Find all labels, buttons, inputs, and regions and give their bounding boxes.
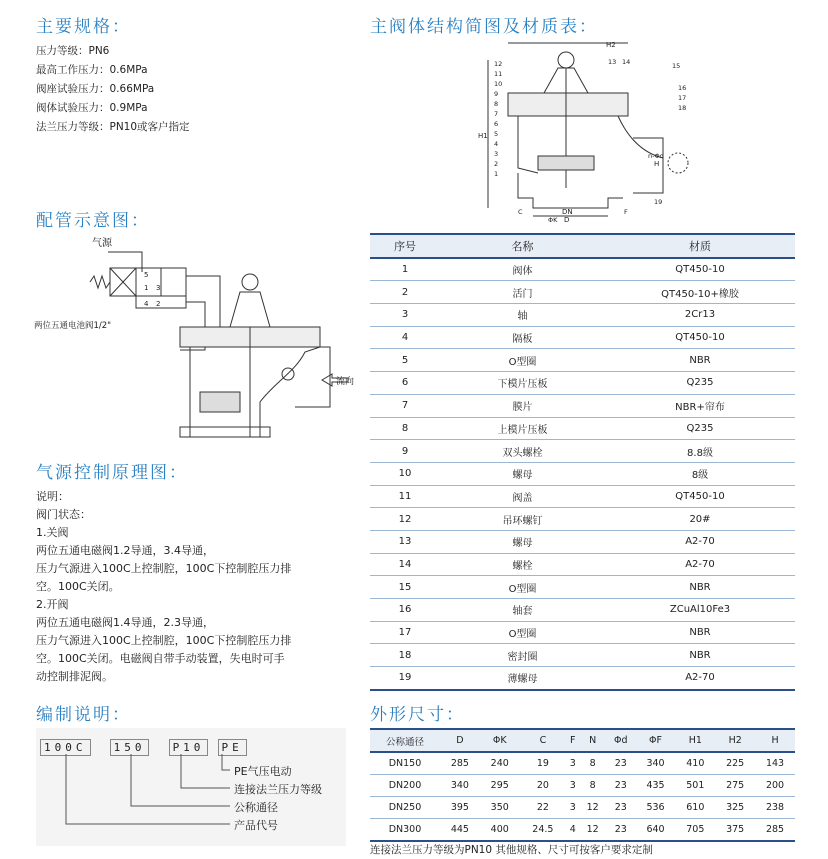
port-label: 3 xyxy=(156,284,161,292)
col-header: H1 xyxy=(675,729,715,752)
table-row xyxy=(370,797,795,819)
cell-name: 膜片 xyxy=(440,394,605,417)
callout: 11 xyxy=(494,70,503,78)
spec-item: 压力等级：PN6 xyxy=(36,45,110,57)
col-header-name: 名称 xyxy=(440,234,605,258)
control-line: 动控制排泥阀。 xyxy=(36,670,113,683)
dimensions-header-row xyxy=(370,729,795,752)
cell-material: Q235 xyxy=(605,417,795,440)
table-cell: 340 xyxy=(636,752,676,775)
cell-name: 螺栓 xyxy=(440,553,605,576)
control-line: 空。100C关闭。 xyxy=(36,580,120,593)
dim-label: F xyxy=(624,208,628,216)
cell-name: 轴 xyxy=(440,304,605,327)
callout: 12 xyxy=(494,60,503,68)
table-cell: DN300 xyxy=(370,819,440,842)
table-row xyxy=(370,372,795,395)
cell-name: 下模片压板 xyxy=(440,372,605,395)
table-row xyxy=(370,304,795,327)
materials-table xyxy=(370,233,795,691)
cell-material: 8级 xyxy=(605,462,795,485)
table-cell: 705 xyxy=(675,819,715,842)
cell-no: 16 xyxy=(370,599,440,622)
dim-label: ΦK xyxy=(548,216,558,223)
table-row xyxy=(370,394,795,417)
table-cell: 285 xyxy=(755,819,795,842)
table-cell: 23 xyxy=(606,797,636,819)
cell-material: ZCuAl10Fe3 xyxy=(605,599,795,622)
table-cell: 8 xyxy=(579,775,606,797)
col-header: H xyxy=(755,729,795,752)
table-row xyxy=(370,281,795,304)
cell-material: A2-70 xyxy=(605,553,795,576)
cell-no: 6 xyxy=(370,372,440,395)
port-label: 4 xyxy=(144,300,149,308)
col-header: H2 xyxy=(715,729,755,752)
table-cell: 8 xyxy=(579,752,606,775)
table-cell: 640 xyxy=(636,819,676,842)
table-cell: 20 xyxy=(520,775,566,797)
code-box-diameter: 150 xyxy=(110,739,150,756)
legend-pressure: 连接法兰压力等级 xyxy=(234,783,322,796)
callout: 10 xyxy=(494,80,503,88)
table-cell: 275 xyxy=(715,775,755,797)
table-row xyxy=(370,440,795,463)
table-cell: 24.5 xyxy=(520,819,566,842)
table-cell: 325 xyxy=(715,797,755,819)
table-row xyxy=(370,644,795,667)
callout: 4 xyxy=(494,140,499,148)
table-row xyxy=(370,599,795,622)
cell-no: 9 xyxy=(370,440,440,463)
table-row xyxy=(370,508,795,531)
table-cell: 22 xyxy=(520,797,566,819)
table-row xyxy=(370,819,795,842)
table-cell: DN150 xyxy=(370,752,440,775)
control-line: 空。100C关闭。电磁阀自带手动装置，失电时可手 xyxy=(36,652,285,665)
callout: 8 xyxy=(494,100,499,108)
dimensions-table xyxy=(370,728,795,842)
cell-material: NBR xyxy=(605,644,795,667)
callout: 9 xyxy=(494,90,499,98)
cell-name: 阀体 xyxy=(440,258,605,281)
cell-no: 15 xyxy=(370,576,440,599)
coding-title: 编制说明： xyxy=(36,705,131,725)
table-cell: 23 xyxy=(606,819,636,842)
cell-material: A2-70 xyxy=(605,530,795,553)
control-line: 1.关阀 xyxy=(36,526,69,539)
callout: 14 xyxy=(622,58,631,66)
callout: 1 xyxy=(494,170,499,178)
cell-name: 活门 xyxy=(440,281,605,304)
callout: 3 xyxy=(494,150,499,158)
table-row xyxy=(370,621,795,644)
cell-no: 10 xyxy=(370,462,440,485)
table-row xyxy=(370,258,795,281)
cell-name: 轴套 xyxy=(440,599,605,622)
table-cell: 12 xyxy=(579,819,606,842)
port-label: 2 xyxy=(156,300,161,308)
table-cell: 610 xyxy=(675,797,715,819)
table-cell: 19 xyxy=(520,752,566,775)
callout: 16 xyxy=(678,84,687,92)
table-cell: 3 xyxy=(566,775,579,797)
dim-label: D xyxy=(564,216,570,223)
cell-material: QT450-10 xyxy=(605,326,795,349)
control-line: 压力气源进入100C上控制腔，100C下控制腔压力排 xyxy=(36,634,292,647)
table-row xyxy=(370,553,795,576)
port-label: 5 xyxy=(144,271,149,279)
table-cell: 238 xyxy=(755,797,795,819)
cell-name: O型圈 xyxy=(440,576,605,599)
table-cell: 3 xyxy=(566,752,579,775)
callout: 19 xyxy=(654,198,663,206)
dim-label: H1 xyxy=(478,132,488,140)
table-cell: DN250 xyxy=(370,797,440,819)
table-cell: 445 xyxy=(440,819,480,842)
table-cell: 375 xyxy=(715,819,755,842)
col-header: D xyxy=(440,729,480,752)
control-line: 两位五通电磁阀1.2导通，3.4导通， xyxy=(36,544,214,557)
table-cell: 400 xyxy=(480,819,520,842)
table-cell: DN200 xyxy=(370,775,440,797)
cell-name: O型圈 xyxy=(440,621,605,644)
control-line: 2.开阀 xyxy=(36,598,69,611)
table-row xyxy=(370,462,795,485)
control-line: 说明： xyxy=(36,490,69,503)
cell-no: 13 xyxy=(370,530,440,553)
code-box-pressure: P10 xyxy=(169,739,209,756)
cell-name: 螺母 xyxy=(440,530,605,553)
callout: 5 xyxy=(494,130,499,138)
cell-no: 1 xyxy=(370,258,440,281)
table-row xyxy=(370,417,795,440)
col-header: N xyxy=(579,729,606,752)
dimensions-title: 外形尺寸： xyxy=(370,705,465,725)
cell-no: 19 xyxy=(370,667,440,690)
callout: 6 xyxy=(494,120,499,128)
cell-material: 2Cr13 xyxy=(605,304,795,327)
table-row xyxy=(370,485,795,508)
table-cell: 23 xyxy=(606,775,636,797)
table-cell: 200 xyxy=(755,775,795,797)
cell-no: 2 xyxy=(370,281,440,304)
control-line: 两位五通电磁阀1.4导通，2.3导通， xyxy=(36,616,214,629)
cell-name: 双头螺栓 xyxy=(440,440,605,463)
cell-no: 18 xyxy=(370,644,440,667)
table-cell: 143 xyxy=(755,752,795,775)
air-source-line xyxy=(108,252,142,272)
col-header: C xyxy=(520,729,566,752)
table-cell: 350 xyxy=(480,797,520,819)
table-row xyxy=(370,530,795,553)
spring-symbol xyxy=(90,276,110,288)
control-description xyxy=(36,488,291,686)
control-title: 气源控制原理图： xyxy=(36,463,188,483)
cell-no: 11 xyxy=(370,485,440,508)
cell-no: 14 xyxy=(370,553,440,576)
cell-material: NBR xyxy=(605,349,795,372)
coding-panel xyxy=(36,728,346,846)
table-cell: 536 xyxy=(636,797,676,819)
col-header-material: 材质 xyxy=(605,234,795,258)
cell-no: 12 xyxy=(370,508,440,531)
table-row xyxy=(370,576,795,599)
table-cell: 410 xyxy=(675,752,715,775)
table-cell: 23 xyxy=(606,752,636,775)
cell-material: QT450-10+橡胶 xyxy=(605,281,795,304)
legend-actuator: PE气压电动 xyxy=(234,765,292,778)
cell-material: QT450-10 xyxy=(605,485,795,508)
control-line: 阀门状态： xyxy=(36,508,91,521)
structure-drawing xyxy=(478,38,698,223)
cell-material: 20# xyxy=(605,508,795,531)
table-cell: 3 xyxy=(566,797,579,819)
specs-title: 主要规格： xyxy=(36,17,131,37)
port-label: 1 xyxy=(144,284,149,292)
table-cell: 395 xyxy=(440,797,480,819)
cell-material: 8.8级 xyxy=(605,440,795,463)
cell-no: 5 xyxy=(370,349,440,372)
table-row xyxy=(370,667,795,690)
cell-name: 上模片压板 xyxy=(440,417,605,440)
cell-no: 3 xyxy=(370,304,440,327)
table-cell: 12 xyxy=(579,797,606,819)
cell-name: 吊环螺钉 xyxy=(440,508,605,531)
cell-material: QT450-10 xyxy=(605,258,795,281)
table-row xyxy=(370,326,795,349)
cell-name: 薄螺母 xyxy=(440,667,605,690)
table-cell: 225 xyxy=(715,752,755,775)
dim-label: H xyxy=(654,160,660,168)
table-cell: 435 xyxy=(636,775,676,797)
col-header: Φd xyxy=(606,729,636,752)
callout: 17 xyxy=(678,94,687,102)
materials-body xyxy=(370,258,795,690)
table-cell: 4 xyxy=(566,819,579,842)
col-header: F xyxy=(566,729,579,752)
table-cell: 240 xyxy=(480,752,520,775)
cell-name: 阀盖 xyxy=(440,485,605,508)
cell-material: NBR+帘布 xyxy=(605,394,795,417)
piping-title: 配管示意图： xyxy=(36,211,150,231)
callout: 15 xyxy=(672,62,681,70)
label-air-source: 气源 xyxy=(92,238,112,249)
legend-product: 产品代号 xyxy=(234,819,278,832)
dim-label: n-Φd xyxy=(648,152,664,160)
code-box-product: 100C xyxy=(40,739,91,756)
dimensions-note: 连接法兰压力等级为PN10 其他规格、尺寸可按客户要求定制 xyxy=(370,844,653,856)
control-line: 压力气源进入100C上控制腔，100C下控制腔压力排 xyxy=(36,562,292,575)
callout: 13 xyxy=(608,58,617,66)
spec-item: 阀体试验压力：0.9MPa xyxy=(36,102,148,114)
table-cell: 295 xyxy=(480,775,520,797)
dim-label: DN xyxy=(562,208,573,216)
cell-name: 密封圈 xyxy=(440,644,605,667)
cell-material: Q235 xyxy=(605,372,795,395)
cell-no: 4 xyxy=(370,326,440,349)
code-box-actuator: PE xyxy=(218,739,247,756)
col-header-no: 序号 xyxy=(370,234,440,258)
label-flow: 流向 xyxy=(336,377,355,387)
dim-label: H2 xyxy=(606,41,616,49)
col-header: ΦF xyxy=(636,729,676,752)
cell-name: 隔板 xyxy=(440,326,605,349)
spec-item: 阀座试验压力：0.66MPa xyxy=(36,83,155,95)
table-cell: 501 xyxy=(675,775,715,797)
materials-header-row xyxy=(370,234,795,258)
spec-item: 最高工作压力：0.6MPa xyxy=(36,64,148,76)
cell-material: A2-70 xyxy=(605,667,795,690)
callout: 7 xyxy=(494,110,499,118)
col-header: ΦK xyxy=(480,729,520,752)
cell-name: 螺母 xyxy=(440,462,605,485)
dim-label: C xyxy=(518,208,523,216)
cell-no: 8 xyxy=(370,417,440,440)
piping-diagram xyxy=(30,232,360,442)
cell-name: O型圈 xyxy=(440,349,605,372)
col-header: 公称通径 xyxy=(370,729,440,752)
dimensions-body xyxy=(370,752,795,841)
table-row xyxy=(370,775,795,797)
table-cell: 285 xyxy=(440,752,480,775)
table-row xyxy=(370,349,795,372)
spec-item: 法兰压力等级：PN10或客户指定 xyxy=(36,121,190,133)
table-cell: 340 xyxy=(440,775,480,797)
callout: 18 xyxy=(678,104,687,112)
cell-no: 7 xyxy=(370,394,440,417)
specs-list xyxy=(36,42,190,137)
legend-diameter: 公称通径 xyxy=(234,801,278,814)
structure-title: 主阀体结构简图及材质表： xyxy=(370,17,598,37)
table-row xyxy=(370,752,795,775)
cell-material: NBR xyxy=(605,576,795,599)
label-solenoid-valve: 两位五通电池阀1/2" xyxy=(34,321,112,331)
callout: 2 xyxy=(494,160,499,168)
cell-material: NBR xyxy=(605,621,795,644)
cell-no: 17 xyxy=(370,621,440,644)
